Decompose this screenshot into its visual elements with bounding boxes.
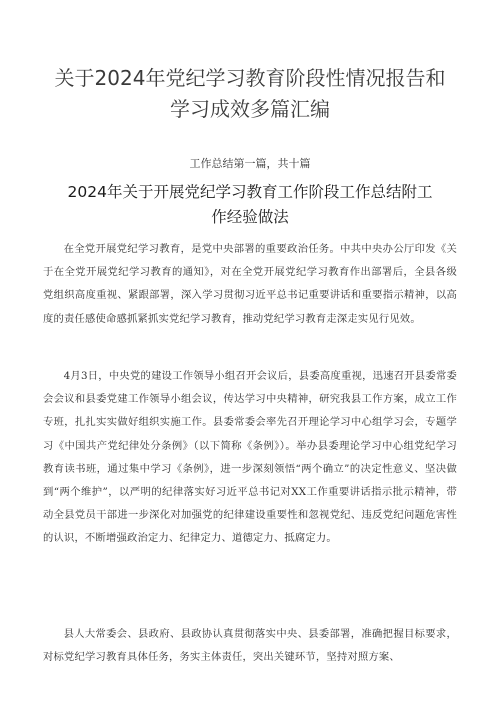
section-title: 2024年关于开展党纪学习教育工作阶段工作总结附工作经验做法: [67, 183, 433, 226]
paragraph-2: 4月3日，中央党的建设工作领导小组召开会议后，县委高度重视，迅速召开县委常委会会议和县委党建工作领导小组会议，传达学习中央精神，研究我县工作方案，成立工作专班，扎扎实实做好组织实施工作。县委常委会率先召开理论学习中心组学习会，专题学习《中国共产党纪律处分条例》（以下简称《条例》）。举办县委理论学习中心组党纪学习教育读书班，通过集中学习《条例》，进一步深刻领悟“两个确立”的决定性意义、坚决做到“两个维护”，以严明的纪律落实好习近平总书记对XX工作重要讲话指示批示精神，带动全县党员干部进一步深化对加强党的纪律建设重要性和忽视党纪、违反党纪问题危害性的认识，不断增强政治定力、纪律定力、道德定力、抵腐定力。: [43, 370, 457, 545]
document-title: 关于2024年党纪学习教育阶段性情况报告和学习成效多篇汇编: [54, 66, 446, 121]
paragraph-1: 在全党开展党纪学习教育，是党中央部署的重要政治任务。中共中央办公厅印发《关于在全党开展党纪学习教育的通知》，对在全党开展党纪学习教育作出部署后，全县各级党组织高度重视、紧跟部署，深入学习贯彻习近平总书记重要讲话和重要指示精神，以高度的责任感使命感抓紧抓实党纪学习教育，推动党纪学习教育走深走实见行见效。: [43, 243, 457, 325]
document-subtitle: 工作总结第一篇，共十篇: [189, 157, 311, 170]
paragraph-3: 县人大常委会、县政府、县政协认真贯彻落实中央、县委部署，准确把握目标要求，对标党纪学习教育具体任务，务实主体责任，突出关键环节，坚持对照方案、: [43, 628, 457, 664]
